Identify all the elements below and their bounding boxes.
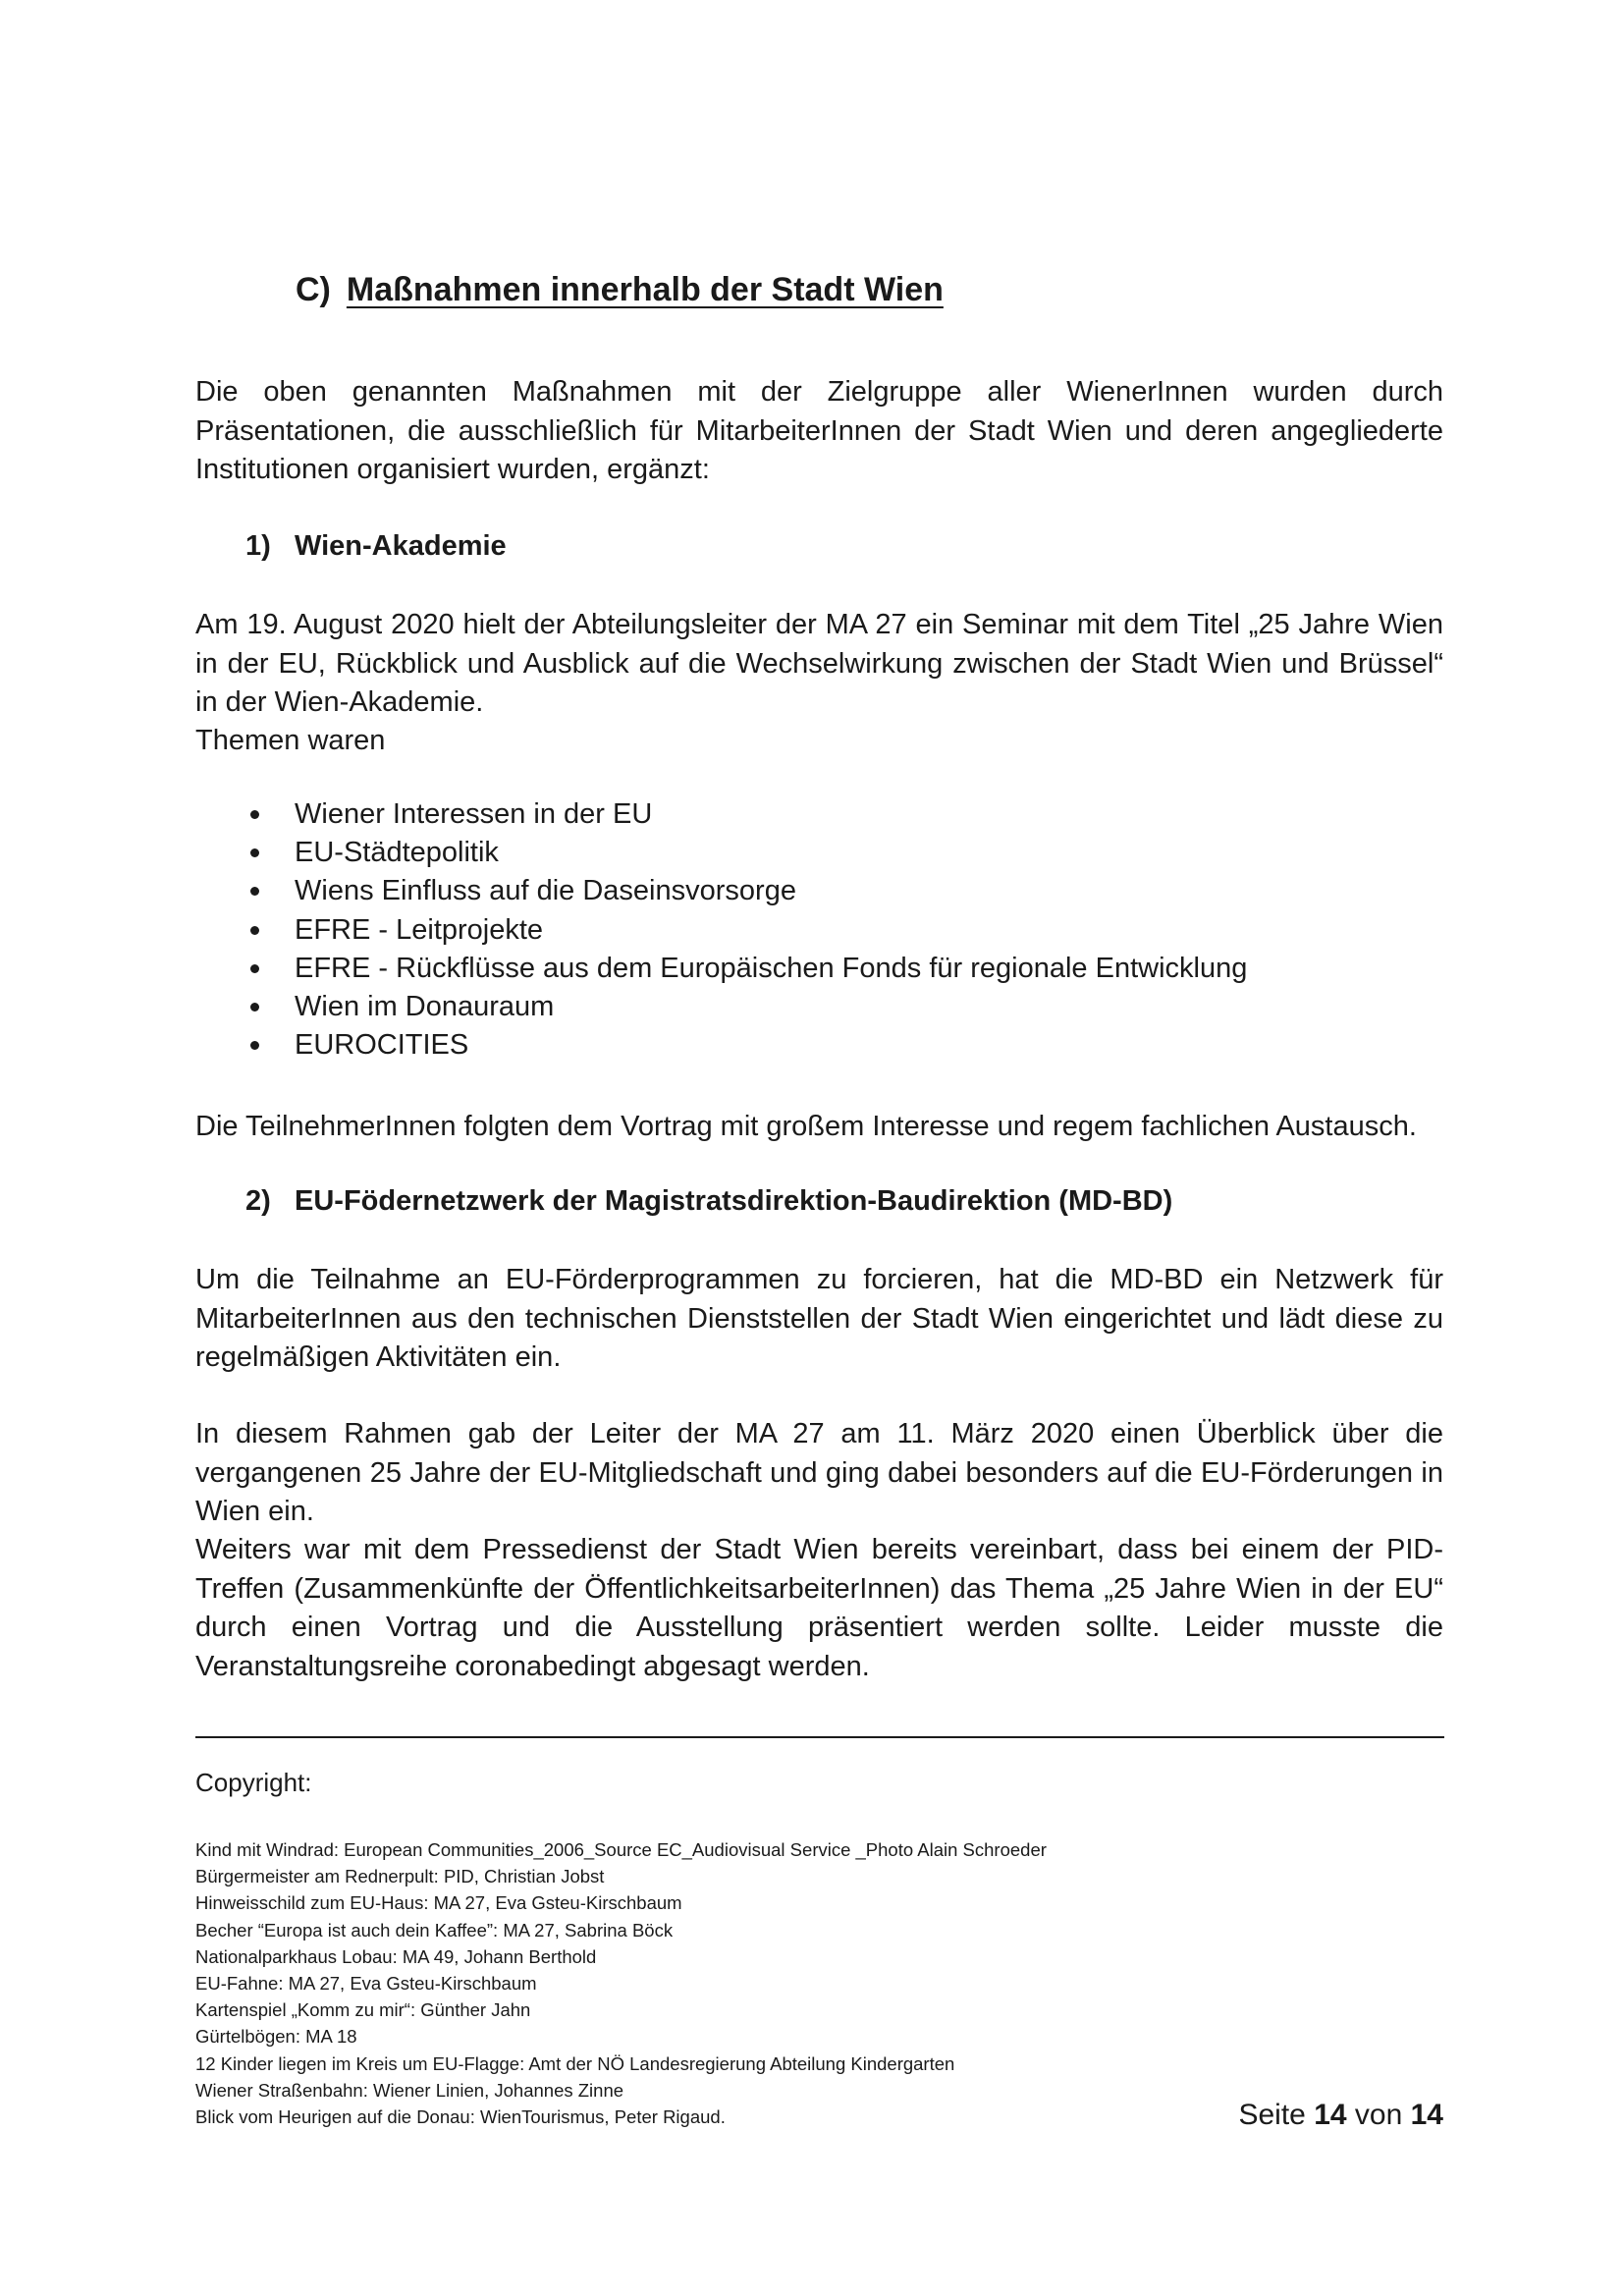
credit-item: Gürtelbögen: MA 18 xyxy=(195,2026,357,2048)
page-number: Seite 14 von 14 xyxy=(1238,2099,1443,2131)
bullet-icon xyxy=(250,1041,259,1050)
subheading-title: EU-Födernetzwerk der Magistratsdirektion-Baudirektion (MD-BD) xyxy=(295,1185,1173,1217)
pid-paragraph: Weiters war mit dem Pressedienst der Stadt Wien bereits vereinbart, dass bei einem der PID-Treffen (Zusammenkünfte der ÖffentlichkeitsarbeiterInnen) das Thema „25 Jahre Wien in der EU“ durch einen Vortrag und die Ausstellung präsentiert werden sollte. Leider musste die Veranstaltungsreihe coronabedingt abgesagt werden. xyxy=(195,1534,1443,1682)
seminar-paragraph: Am 19. August 2020 hielt der Abteilungsleiter der MA 27 ein Seminar mit dem Titel „25 Jahre Wien in der EU, Rückblick und Ausblick auf die Wechselwirkung zwischen der Stadt Wien und Brüssel“ in der Wien-Akademie. xyxy=(195,609,1443,718)
section-heading xyxy=(296,271,944,309)
total-pages: 14 xyxy=(1410,2099,1443,2131)
credit-item: Wiener Straßenbahn: Wiener Linien, Johannes Zinne xyxy=(195,2079,624,2101)
topics-list xyxy=(245,795,1247,1065)
current-page: 14 xyxy=(1314,2099,1347,2131)
bullet-icon xyxy=(250,810,259,819)
list-item: EUROCITIES xyxy=(245,1026,1247,1065)
subheading-title: Wien-Akademie xyxy=(295,530,507,562)
copyright-label: Copyright: xyxy=(195,1768,312,1797)
section-intro: Die oben genannten Maßnahmen mit der Zielgruppe aller WienerInnen wurden durch Präsentationen, die ausschließlich für MitarbeiterInnen der Stadt Wien und deren angegliederte Institutionen organisiert wurden, ergänzt: xyxy=(195,376,1443,485)
bullet-icon xyxy=(250,926,259,935)
list-item: EU-Städtepolitik xyxy=(245,834,1247,872)
copyright-credits xyxy=(195,1836,1047,2130)
credit-item: Bürgermeister am Rednerpult: PID, Christian Jobst xyxy=(195,1866,605,1887)
credit-item: Kind mit Windrad: European Communities_2006_Source EC_Audiovisual Service _Photo Alain Schroeder xyxy=(195,1839,1047,1860)
network-paragraph: Um die Teilnahme an EU-Förderprogrammen zu forcieren, hat die MD-BD ein Netzwerk für MitarbeiterInnen aus den technischen Dienststellen der Stadt Wien eingerichtet und lädt diese zu regelmäßigen Aktivitäten ein. xyxy=(195,1264,1443,1373)
credit-item: Blick vom Heurigen auf die Donau: WienTourismus, Peter Rigaud. xyxy=(195,2106,726,2128)
topics-intro: Themen waren xyxy=(195,725,386,756)
list-item: EFRE - Rückflüsse aus dem Europäischen Fonds für regionale Entwicklung xyxy=(245,950,1247,988)
subheading-number: 2) xyxy=(245,1185,271,1217)
section-title: Maßnahmen innerhalb der Stadt Wien xyxy=(346,271,944,308)
credit-item: Nationalparkhaus Lobau: MA 49, Johann Berthold xyxy=(195,1945,597,1967)
subheading-number: 1) xyxy=(245,530,271,562)
credit-item: Hinweisschild zum EU-Haus: MA 27, Eva Gsteu-Kirschbaum xyxy=(195,1892,682,1914)
bullet-icon xyxy=(250,887,259,896)
credit-item: EU-Fahne: MA 27, Eva Gsteu-Kirschbaum xyxy=(195,1973,537,1995)
footnote-divider xyxy=(195,1736,1444,1738)
subheading-wien-akademie xyxy=(245,530,507,563)
subheading-md-bd xyxy=(245,1185,1172,1218)
list-item: Wiener Interessen in der EU xyxy=(245,795,1247,834)
bullet-icon xyxy=(250,1003,259,1011)
seminar-closing: Die TeilnehmerInnen folgten dem Vortrag mit großem Interesse und regem fachlichen Austausch. xyxy=(195,1111,1417,1142)
list-item: EFRE - Leitprojekte xyxy=(245,911,1247,950)
overview-paragraph: In diesem Rahmen gab der Leiter der MA 27 am 11. März 2020 einen Überblick über die vergangenen 25 Jahre der EU-Mitgliedschaft und ging dabei besonders auf die EU-Förderungen in Wien ein. xyxy=(195,1418,1443,1527)
bullet-icon xyxy=(250,964,259,973)
credit-item: 12 Kinder liegen im Kreis um EU-Flagge: Amt der NÖ Landesregierung Abteilung Kindergarten xyxy=(195,2052,955,2074)
bullet-icon xyxy=(250,848,259,857)
credit-item: Becher “Europa ist auch dein Kaffee”: MA 27, Sabrina Böck xyxy=(195,1919,674,1941)
list-item: Wien im Donauraum xyxy=(245,988,1247,1026)
section-number: C) xyxy=(296,271,331,308)
list-item: Wiens Einfluss auf die Daseinsvorsorge xyxy=(245,872,1247,910)
credit-item: Kartenspiel „Komm zu mir“: Günther Jahn xyxy=(195,1999,531,2021)
